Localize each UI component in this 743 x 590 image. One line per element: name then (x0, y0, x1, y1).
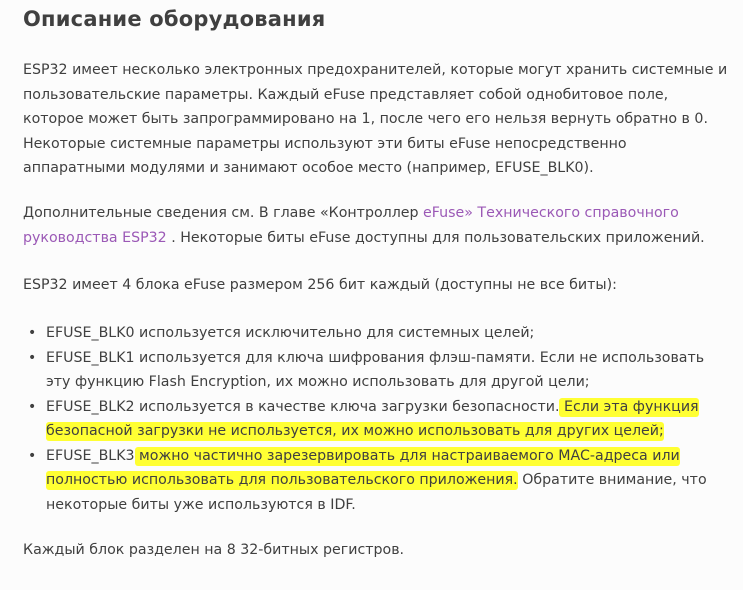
registers-paragraph: Каждый блок разделен на 8 32-битных регистров. (23, 542, 405, 558)
list-item-text: EFUSE_BLK2 используется в качестве ключа загрузки безопасности. (46, 398, 560, 415)
list-item (23, 395, 728, 444)
efuse-blocks-list (23, 321, 728, 517)
list-item (23, 346, 728, 395)
trm-link[interactable]: eFuse» Технического справочного руководства ESP32 (23, 205, 679, 246)
intro-paragraph: ESP32 имеет несколько электронных предохранителей, которые могут хранить системные и пользовательские параметры. Каждый eFuse представляет собой однобитовое поле, которое может быть запрограммировано на 1, после чего его нельзя вернуть обратно в 0. Некоторые системные параметры используют эти биты eFuse непосредственно аппаратными модулями и занимают особое место (например, EFUSE_BLK0). (23, 62, 728, 176)
highlighted-text: можно частично зарезервировать для настраиваемого MAC-адреса или полностью использовать для пользовательского приложения. (46, 447, 680, 488)
list-item-text: EFUSE_BLK3 (46, 447, 135, 464)
list-item-text-after: Обратите внимание, что некоторые биты уже используются в IDF. (46, 472, 707, 513)
list-item (23, 321, 728, 346)
reference-text-after: . Некоторые биты eFuse доступны для пользовательских приложений. (166, 229, 705, 246)
page-title: Описание оборудования (23, 7, 326, 31)
list-item (23, 444, 728, 518)
list-item-text: EFUSE_BLK0 используется исключительно для системных целей; (46, 325, 535, 341)
highlighted-text: Если эта функция безопасной загрузки не используется, их можно использовать для других целей; (46, 398, 699, 439)
reference-text-before: Дополнительные сведения см. В главе «Контроллер (23, 205, 424, 221)
reference-paragraph (23, 201, 728, 250)
blocks-paragraph: ESP32 имеет 4 блока eFuse размером 256 бит каждый (доступны не все биты): (23, 277, 617, 293)
list-item-text: EFUSE_BLK1 используется для ключа шифрования флэш-памяти. Если не использовать эту функцию Flash Encryption, их можно использовать для другой цели; (46, 349, 705, 390)
